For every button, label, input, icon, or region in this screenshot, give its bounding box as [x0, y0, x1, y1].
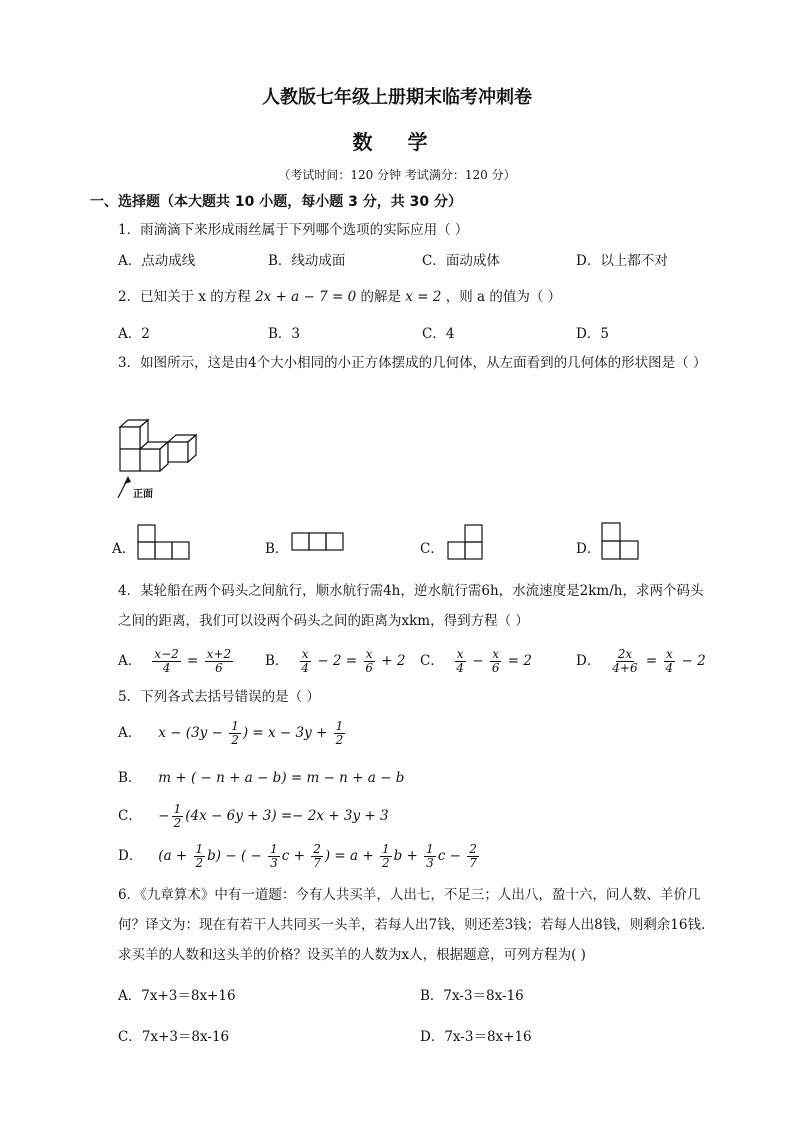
- expr-part: =: [641, 653, 662, 669]
- frac-den: 7: [313, 856, 321, 870]
- q2-option-d[interactable]: D．5: [576, 326, 609, 342]
- frac-den: 4: [456, 661, 464, 675]
- q4-option-c[interactable]: [420, 648, 532, 675]
- q3-option-d-figure: [600, 522, 642, 562]
- q4-option-a-equation: [150, 647, 235, 675]
- expr-part: x − (3y −: [158, 725, 228, 741]
- q2-option-a[interactable]: A．2: [118, 326, 150, 342]
- q3-option-c-figure: [446, 524, 486, 562]
- frac-den: 4+6: [612, 661, 638, 675]
- frac-num: x−2: [154, 647, 179, 661]
- q5-option-d[interactable]: [118, 843, 481, 870]
- frac-num: 2: [469, 842, 477, 856]
- q2-text-after: ，则 a 的值为（ ）: [441, 289, 562, 305]
- frac-den: 4: [301, 661, 309, 675]
- frac-num: x: [365, 647, 373, 661]
- q3-option-a[interactable]: A．: [112, 541, 136, 557]
- expr-part: + 2: [376, 653, 406, 669]
- q2-option-c[interactable]: C．4: [422, 326, 455, 342]
- frac-num: x: [492, 647, 500, 661]
- q6-option-b[interactable]: B．7x-3＝8x-16: [420, 988, 524, 1004]
- q4-option-a[interactable]: [118, 648, 235, 675]
- page-title: 人教版七年级上册期末临考冲刺卷: [262, 87, 532, 108]
- frac-num: 1: [270, 842, 278, 856]
- frac-den: 6: [215, 661, 223, 675]
- frac-den: 2: [381, 856, 390, 870]
- frac-den: 3: [426, 856, 434, 870]
- q1-option-c[interactable]: C．面动成体: [422, 253, 500, 269]
- q4-option-b[interactable]: [265, 648, 405, 675]
- q6-option-c[interactable]: C．7x+3＝8x-16: [118, 1029, 230, 1045]
- expr-part: b +: [393, 848, 423, 864]
- q5-option-b-label: B．: [118, 770, 142, 786]
- q1-option-b[interactable]: B．线动成面: [268, 253, 346, 269]
- q5-option-a[interactable]: [118, 720, 347, 747]
- frac-num: 1: [231, 719, 239, 733]
- q5-option-a-expr: [158, 719, 347, 747]
- question-6: 6．《九章算术》中有一道题：今有人共买羊，人出七，不足三；人出八，盈十六，问人数、羊价几何？译文为：现在有若干人共同买一头羊，若每人出7钱，则还差3钱；若每人出8钱，则剩余16钱.求买羊的人数和这头羊的价格？设买羊的人数为x人，根据题意，可列方程为( ): [118, 887, 706, 963]
- q4-option-b-label: B．: [265, 653, 289, 669]
- frac-num: 1: [426, 842, 434, 856]
- expr-part: c −: [437, 848, 466, 864]
- frac-num: 1: [195, 842, 204, 856]
- equals: =: [182, 653, 203, 669]
- exam-info: （考试时间：120 分钟 考试满分：120 分）: [278, 168, 516, 182]
- q3-option-d[interactable]: D．: [576, 541, 601, 557]
- q5-option-c-expr: [158, 802, 389, 830]
- expr-part: b) − ( −: [207, 848, 267, 864]
- question-3: 3．如图所示，这是由4个大小相同的小正方体摆成的几何体，从左面看到的几何体的形状图是（ ）: [118, 355, 707, 371]
- q5-option-d-expr: [158, 842, 481, 870]
- front-label: 正面: [133, 489, 153, 500]
- q4-option-d[interactable]: [576, 648, 706, 675]
- frac-num: 1: [335, 719, 344, 733]
- q2-option-b[interactable]: B．3: [268, 326, 301, 342]
- question-2: [118, 285, 561, 305]
- q3-option-c[interactable]: C．: [420, 541, 444, 557]
- frac-den: 6: [491, 661, 500, 675]
- q6-option-a[interactable]: A．7x+3＝8x+16: [118, 988, 236, 1004]
- expr-part: (a +: [158, 848, 192, 864]
- q3-option-b-figure: [290, 531, 346, 553]
- q5-option-c[interactable]: [118, 803, 389, 830]
- question-4: 4．某轮船在两个码头之间航行，顺水航行需4h，逆水航行需6h，水流速度是2km/h，求两个码头之间的距离，我们可以设两个码头之间的距离为xkm，得到方程（ ）: [118, 583, 704, 629]
- frac-num: x: [301, 647, 309, 661]
- expr-part: −: [158, 808, 170, 824]
- frac-num: x+2: [206, 647, 232, 661]
- question-5: 5．下列各式去括号错误的是（ ）: [118, 689, 320, 705]
- q5-option-c-label: C．: [118, 808, 142, 824]
- expr-part: − 2: [677, 653, 706, 669]
- frac-num: 2: [313, 842, 321, 856]
- q4-option-a-label: A．: [118, 653, 142, 669]
- q4-option-b-equation: [297, 647, 406, 675]
- expr-part: − 2 =: [312, 653, 362, 669]
- q2-text-mid: 的解是: [356, 289, 406, 305]
- frac-num: x: [456, 647, 464, 661]
- expr-part: ) = x − 3y +: [242, 725, 332, 741]
- q4-option-d-label: D．: [576, 653, 601, 669]
- q5-option-b[interactable]: [118, 766, 404, 786]
- q5-option-a-label: A．: [118, 725, 142, 741]
- q4-option-c-equation: [452, 647, 532, 675]
- q3-option-a-figure: [136, 524, 194, 562]
- q4-option-d-equation: [608, 647, 706, 675]
- question-1: 1．雨滴滴下来形成雨丝属于下列哪个选项的实际应用（ ）: [118, 222, 469, 238]
- frac-den: 2: [231, 733, 239, 747]
- expr-part: ) = a +: [324, 848, 378, 864]
- frac-den: 4: [665, 661, 674, 675]
- frac-den: 2: [173, 816, 182, 830]
- frac-den: 7: [469, 856, 477, 870]
- q5-option-b-expr: m + ( − n + a − b) = m − n + a − b: [158, 770, 405, 786]
- q2-text-before: 2．已知关于 x 的方程: [118, 289, 256, 305]
- section-heading: 一、选择题（本大题共 10 小题，每小题 3 分，共 30 分）: [90, 194, 462, 210]
- q2-solution: x = 2: [405, 289, 442, 305]
- frac-num: 2x: [617, 647, 633, 661]
- subject-heading: 数 学: [352, 130, 442, 154]
- frac-den: 6: [365, 661, 373, 675]
- q3-option-b[interactable]: B．: [265, 541, 289, 557]
- cube-solid-figure: [100, 412, 210, 502]
- q6-option-d[interactable]: D．7x-3＝8x+16: [420, 1029, 532, 1045]
- frac-den: 3: [270, 856, 278, 870]
- q4-option-c-label: C．: [420, 653, 444, 669]
- q5-option-d-label: D．: [118, 848, 143, 864]
- expr-part: = 2: [503, 653, 532, 669]
- q1-option-a[interactable]: A．点动成线: [118, 253, 196, 269]
- expr-part: c +: [281, 848, 310, 864]
- frac-den: 2: [335, 733, 344, 747]
- frac-den: 2: [195, 856, 204, 870]
- q1-option-d[interactable]: D．以上都不对: [576, 253, 668, 269]
- expr-part: (4x − 6y + 3) =− 2x + 3y + 3: [185, 808, 389, 824]
- q2-equation: 2x + a − 7 = 0: [255, 289, 357, 305]
- frac-num: 1: [381, 842, 390, 856]
- expr-part: −: [467, 653, 488, 669]
- frac-num: 1: [173, 802, 182, 816]
- frac-num: x: [665, 647, 673, 661]
- frac-den: 4: [162, 661, 171, 675]
